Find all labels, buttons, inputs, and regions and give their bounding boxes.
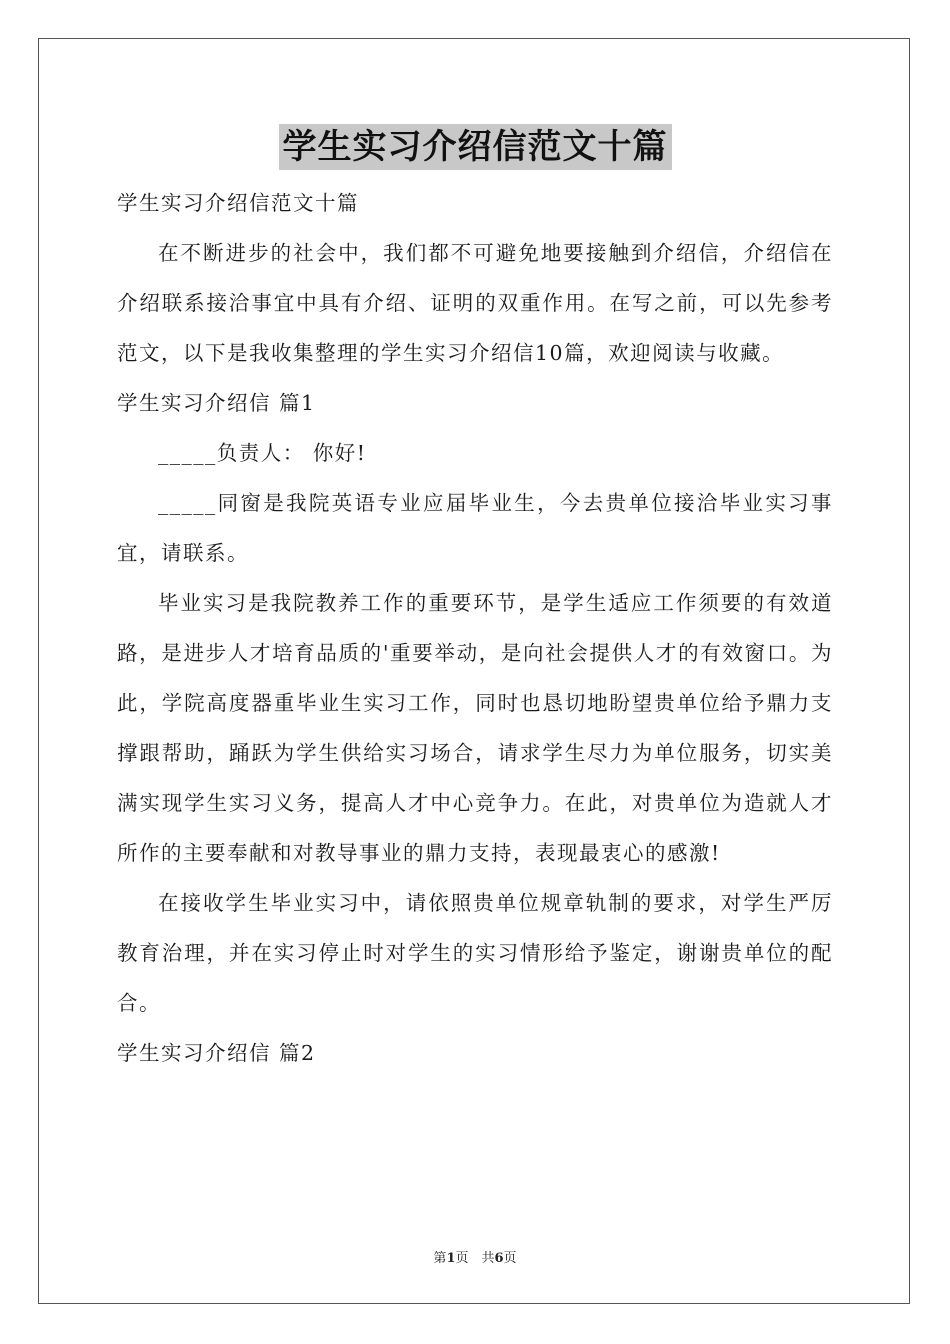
page-prefix: 第 bbox=[433, 1251, 447, 1266]
document-subtitle: 学生实习介绍信范文十篇 bbox=[117, 191, 359, 215]
page-mid: 页 共 bbox=[455, 1251, 495, 1266]
page-total-number: 6 bbox=[494, 1251, 504, 1266]
section-heading-1: 学生实习介绍信 篇1 bbox=[117, 391, 316, 415]
body-paragraph-1: 毕业实习是我院教养工作的重要环节，是学生适应工作须要的有效道路，是进步人才培育品质的'重要举动，是向社会提供人才的有效窗口。为此，学院高度器重毕业生实习工作，同时也恳切地盼望贵单位给予鼎力支撑跟帮助，踊跃为学生供给实习场合，请求学生尽力为单位服务，切实美满实现学生实习义务，提高人才中心竞争力。在此，对贵单位为造就人才所作的主要奉献和对教导事业的鼎力支持，表现最衷心的感激! bbox=[117, 591, 833, 865]
document-title-wrapper bbox=[0, 124, 950, 170]
page-current-number: 1 bbox=[446, 1251, 456, 1266]
section-heading-2: 学生实习介绍信 篇2 bbox=[117, 1041, 316, 1065]
student-paragraph: _____同窗是我院英语专业应届毕业生，今去贵单位接洽毕业实习事宜，请联系。 bbox=[117, 491, 833, 565]
intro-paragraph: 在不断进步的社会中，我们都不可避免地要接触到介绍信，介绍信在介绍联系接洽事宜中具有介绍、证明的双重作用。在写之前，可以先参考范文，以下是我收集整理的学生实习介绍信10篇，欢迎阅读与收藏。 bbox=[117, 241, 833, 365]
body-paragraph-2: 在接收学生毕业实习中，请依照贵单位规章轨制的要求，对学生严厉教育治理，并在实习停止时对学生的实习情形给予鉴定，谢谢贵单位的配合。 bbox=[117, 891, 833, 1015]
page-footer bbox=[0, 1247, 950, 1266]
greeting-paragraph: _____负责人： 你好! bbox=[158, 441, 367, 465]
page-suffix: 页 bbox=[503, 1251, 517, 1266]
document-body bbox=[117, 178, 833, 1078]
document-title: 学生实习介绍信范文十篇 bbox=[279, 124, 672, 170]
